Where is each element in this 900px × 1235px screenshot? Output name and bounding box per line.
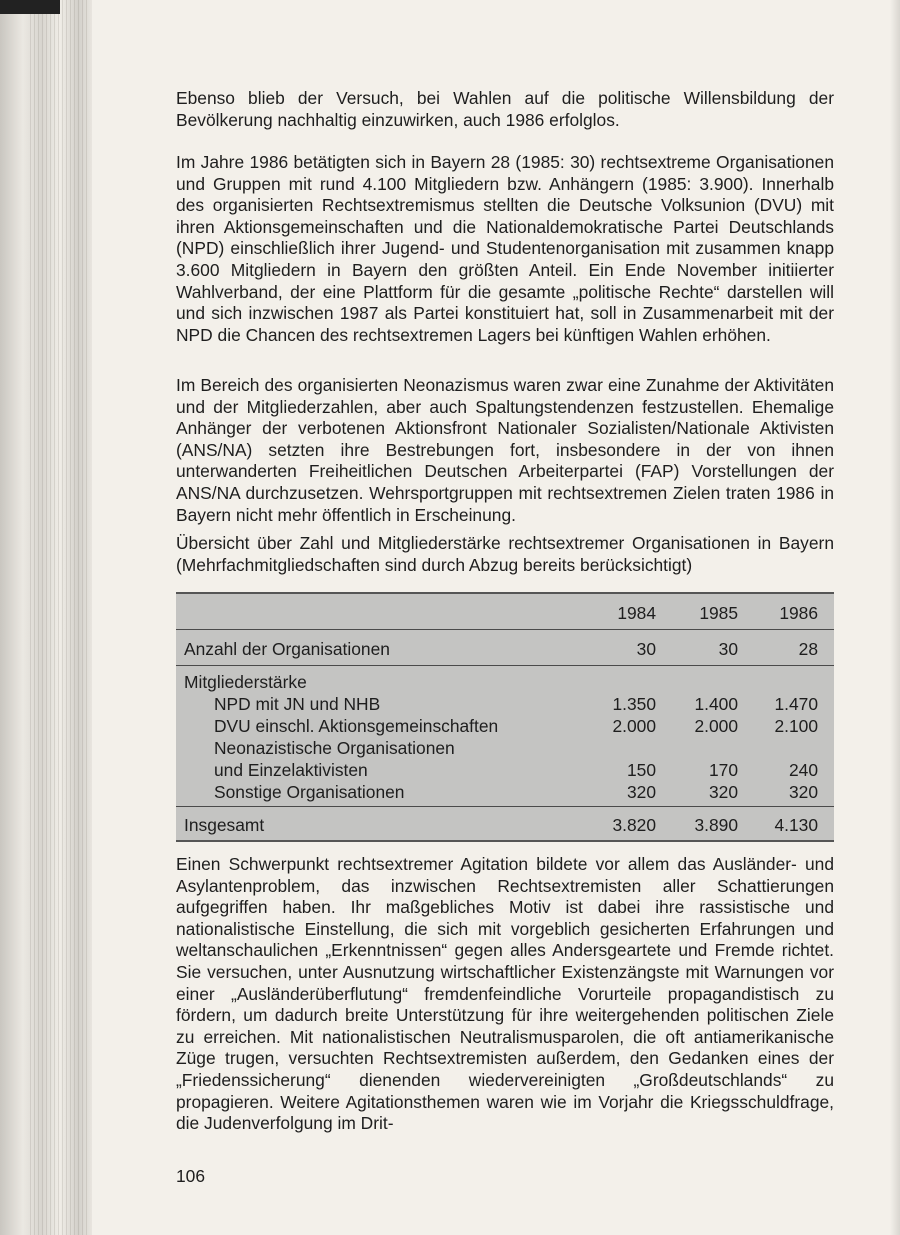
table-caption: Übersicht über Zahl und Mitgliederstärke rechtsextremer Organisationen in Bayern (Mehrfachmitgliedschaften sind durch Abzug bereits berücksichtigt) [176,533,834,575]
right-page-edge [890,0,900,1235]
corner-mark [0,0,60,14]
table-rule [176,806,834,807]
table-header-row [176,602,834,624]
organisations-table [176,592,834,842]
year-1985: 1985 [699,603,738,623]
table-rule [176,665,834,666]
table-row-neonazi: und Einzelaktivisten 150 170 240 [214,760,818,780]
year-1984: 1984 [617,603,656,623]
table-row-insgesamt: Insgesamt 3.820 3.890 4.130 [184,815,818,835]
paragraph-neonazism: Im Bereich des organisierten Neonazismus waren zwar eine Zunahme der Aktivitäten und der Mitgliederzahlen, aber auch Spaltungstendenzen festzustellen. Ehemalige Anhänger der verbotenen Aktionsfront Nationaler Sozialisten/Nationale Aktivisten (ANS/NA) setzten ihre Bestrebungen fort, insbesondere in der von ihnen unterwanderten Freiheitlichen Deutschen Arbeiterpartei (FAP) Vorstellungen der ANS/NA durchzusetzen. Wehrsportgruppen mit rechtsextremen Zielen traten 1986 in Bayern nicht mehr öffentlich in Erscheinung. [176,375,834,525]
table-row-neonazi-heading: Neonazistische Organisationen [214,738,455,758]
year-1986: 1986 [779,603,818,623]
paragraph-agitation: Einen Schwerpunkt rechtsextremer Agitation bildete vor allem das Ausländer- und Asylantenproblem, das inzwischen Rechtsextremisten aller Schattierungen aufgegriffen haben. Ihr maßgebliches Motiv ist dabei ihre rassistische und nationalistische Einstellung, die sich mit vorgeblich gesicherten Erfahrungen und weltanschaulichen „Erkenntnissen“ gegen alles Andersgeartete und Fremde richtet. Sie versuchen, unter Ausnutzung wirtschaftlicher Existenzängste mit Warnungen vor einer „Ausländerüberflutung“ fremdenfeindliche Vorurteile propagandistisch zu fördern, um dadurch breite Unterstützung für ihre weitergehenden politischen Ziele zu erreichen. Mit nationalistischen Neutralismusparolen, die oft antiamerikanische Züge trugen, versuchten Rechtsextremisten außerdem, den Gedanken eines der „Friedenssicherung“ dienenden wiedervereinigten „Großdeutschlands“ zu propagieren. Weitere Agitationsthemen waren wie im Vorjahr die Kriegsschuldfrage, die Judenverfolgung im Drit- [176,854,834,1134]
paragraph-organisations: Im Jahre 1986 betätigten sich in Bayern 28 (1985: 30) rechtsextreme Organisationen und Gruppen mit rund 4.100 Mitgliedern bzw. Anhängern (1985: 3.900). Innerhalb des organisierten Rechtsextremismus stellten die Deutsche Volksunion (DVU) mit ihren Aktionsgemeinschaften und die Nationaldemokratische Partei Deutschlands (NPD) einschließlich ihrer Jugend- und Studentenorganisation mit zusammen knapp 3.600 Mitgliedern in Bayern den größten Anteil. Ein Ende November initiierter Wahlverband, der eine Plattform für die gesamte „politische Rechte“ darstellen will und sich inzwischen 1987 als Partei konstituiert hat, soll in Zusammenarbeit mit der NPD die Chancen des rechtsextremen Lagers bei künftigen Wahlen erhöhen. [176,152,834,345]
table-row-sonstige: Sonstige Organisationen 320 320 320 [214,782,818,802]
paragraph-intro: Ebenso blieb der Versuch, bei Wahlen auf die politische Willensbildung der Bevölkerung nachhaltig einzuwirken, auch 1986 erfolglos. [176,88,834,130]
page-edges [30,0,90,1235]
page-number: 106 [176,1166,206,1186]
table-row-anzahl: Anzahl der Organisationen 30 30 28 [184,639,818,659]
table-row-mitglieder-heading: Mitgliederstärke [184,672,307,692]
table-row-npd: NPD mit JN und NHB 1.350 1.400 1.470 [214,694,818,714]
row-label: Anzahl der Organisationen [184,639,390,659]
table-rule [176,629,834,630]
table-row-dvu: DVU einschl. Aktionsgemeinschaften 2.000 2.000 2.100 [214,716,818,736]
